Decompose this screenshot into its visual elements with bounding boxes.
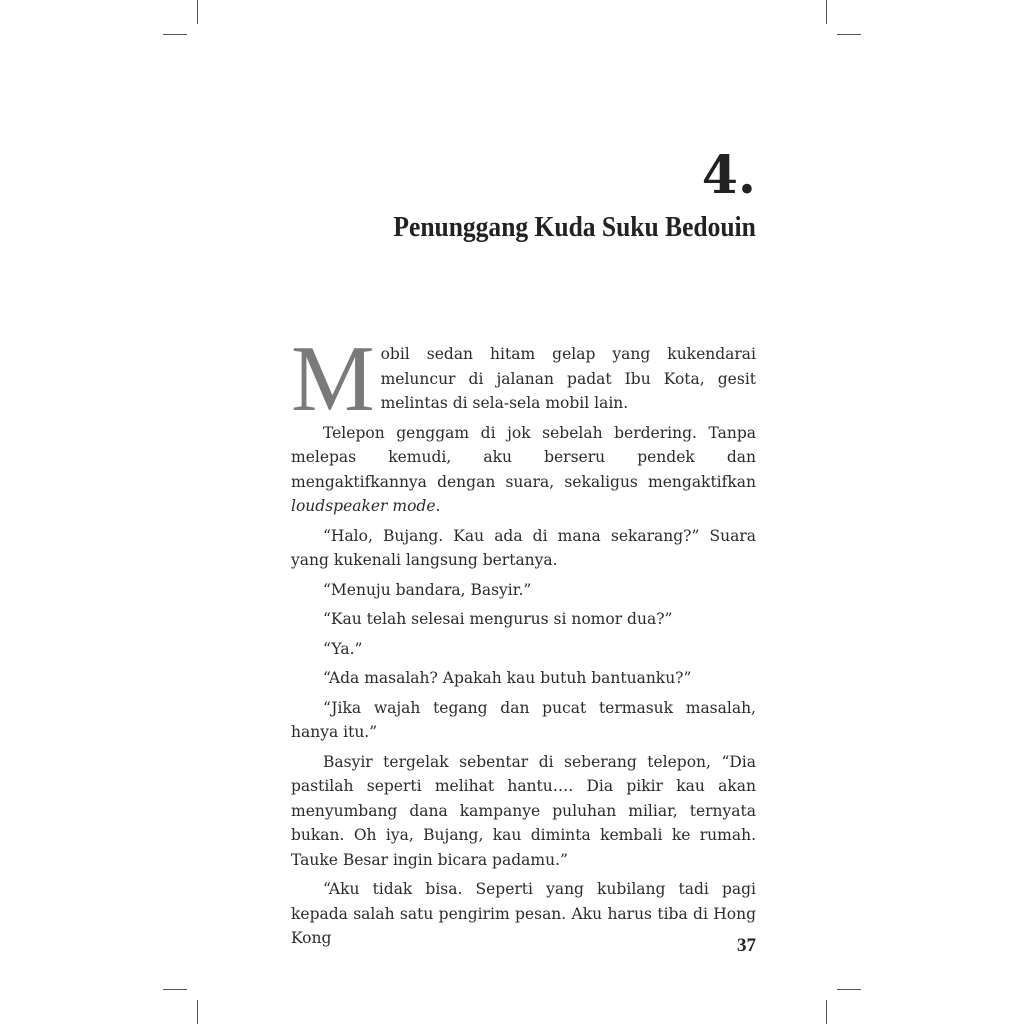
- paragraph: Basyir tergelak sebentar di seberang telepon, “Dia pastilah seperti melihat hantu…. Dia pikir kau akan menyumbang dana kampanye puluhan miliar, ternyata bukan. Oh iya, Bujang, kau diminta kembali ke rumah. Tauke Besar ingin bicara padamu.”: [291, 752, 756, 869]
- paragraph-text: obil sedan hitam gelap yang kukendarai meluncur di jalanan padat Ibu Kota, gesit melintas di sela-sela mobil lain.: [380, 345, 756, 412]
- chapter-body: [291, 327, 756, 956]
- paragraph: “Jika wajah tegang dan pucat termasuk masalah, hanya itu.”: [291, 698, 756, 741]
- crop-mark: [163, 34, 187, 35]
- paragraph: [291, 421, 756, 519]
- paragraph: “Ya.”: [323, 639, 363, 658]
- crop-mark: [197, 0, 198, 24]
- chapter-number: 4.: [701, 145, 756, 206]
- paragraph: “Menuju bandara, Basyir.”: [323, 580, 532, 599]
- crop-mark: [826, 0, 827, 24]
- chapter-title: Penunggang Kuda Suku Bedouin: [393, 211, 756, 243]
- paragraph: “Kau telah selesai mengurus si nomor dua?”: [323, 610, 673, 628]
- italic-term: loudspeaker mode: [291, 497, 436, 515]
- paragraph: “Halo, Bujang. Kau ada di mana sekarang?” Suara yang kukenali langsung bertanya.: [291, 526, 756, 569]
- drop-cap: M: [291, 327, 375, 431]
- crop-mark: [837, 989, 861, 990]
- page-number: 37: [737, 935, 756, 956]
- crop-mark: [163, 989, 187, 990]
- paragraph: “Ada masalah? Apakah kau butuh bantuanku?”: [323, 669, 692, 687]
- paragraph-text: Telepon genggam di jok sebelah berdering. Tanpa melepas kemudi, aku berseru pendek dan mengaktifkannya dengan suara, sekaligus mengaktifkan: [291, 423, 756, 491]
- crop-mark: [837, 34, 861, 35]
- crop-mark: [826, 1000, 827, 1024]
- crop-mark: [197, 1000, 198, 1024]
- paragraph: “Aku tidak bisa. Seperti yang kubilang tadi pagi kepada salah satu pengirim pesan. Aku harus tiba di Hong Kong: [291, 880, 756, 947]
- paragraph: [291, 327, 756, 431]
- paragraph-text: .: [435, 497, 441, 515]
